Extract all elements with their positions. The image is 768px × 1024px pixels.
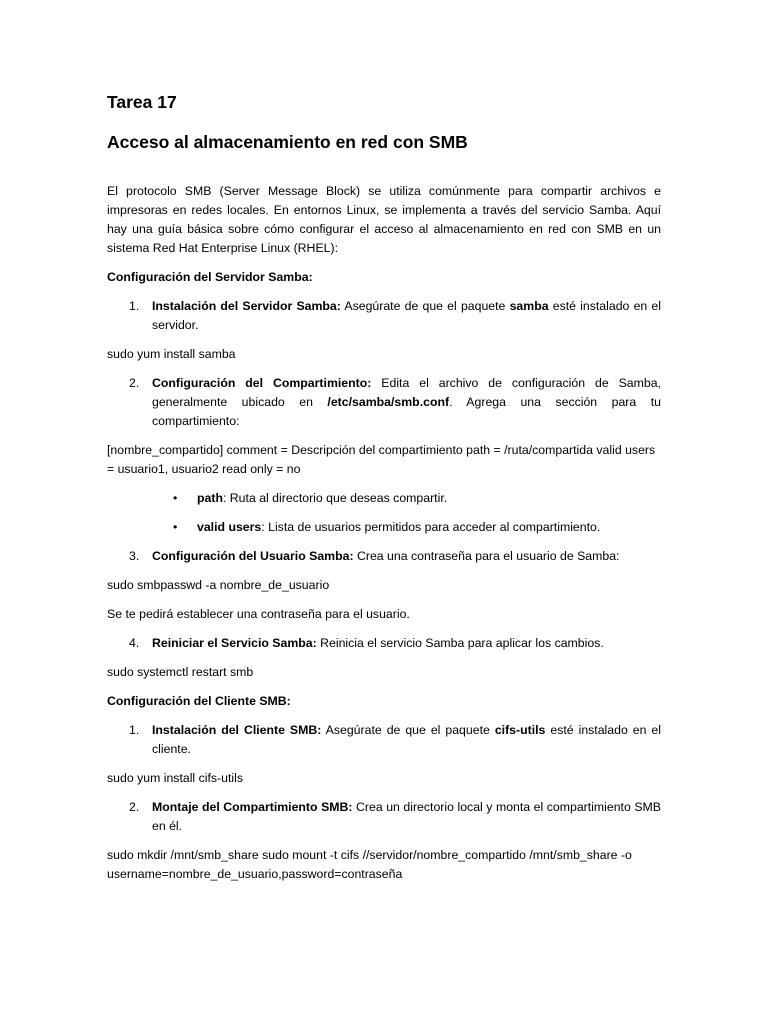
document-page — [107, 90, 661, 894]
command-smbpasswd: sudo smbpasswd -a nombre_de_usuario — [107, 578, 330, 592]
server-step-3 — [129, 547, 661, 566]
step-title: Reiniciar el Servicio Samba: — [152, 636, 317, 650]
step-body — [152, 297, 661, 335]
step-text: Asegúrate de que el paquete — [321, 723, 495, 737]
package-name: samba — [509, 299, 549, 313]
step-body — [152, 721, 661, 759]
step-text: . Agrega una sección para tu compartimiento: — [152, 395, 661, 428]
config-path: /etc/samba/smb.conf — [327, 395, 450, 409]
step-title: Instalación del Cliente SMB: — [152, 723, 322, 737]
step-number: 3. — [129, 549, 140, 563]
step-body — [152, 547, 661, 566]
step-number: 2. — [129, 800, 140, 814]
command-restart-smb: sudo systemctl restart smb — [107, 665, 254, 679]
bullet-icon: • — [173, 520, 178, 534]
client-section-heading: Configuración del Cliente SMB: — [107, 694, 291, 708]
step-body — [152, 798, 661, 836]
step-text: esté instalado en el servidor. — [152, 299, 662, 332]
step-body — [152, 374, 661, 431]
step-number: 4. — [129, 636, 140, 650]
intro-paragraph: El protocolo SMB (Server Message Block) se utiliza comúnmente para compartir archivos e impresoras en redes locales. En entornos Linux, se implementa a través del servicio Samba. Aquí hay una guía básica sobre cómo configurar el acceso al almacenamiento en red con SMB en un sistema Red Hat Enterprise Linux (RHEL): — [107, 184, 661, 255]
server-step-2 — [129, 374, 661, 431]
bullet-item-valid-users — [173, 518, 661, 537]
server-step-4 — [129, 634, 661, 653]
step-number: 2. — [129, 376, 140, 390]
step-text: Asegúrate de que el paquete — [340, 299, 510, 313]
package-name: cifs-utils — [494, 723, 546, 737]
step-text: Crea una contraseña para el usuario de Samba: — [353, 549, 620, 563]
step-text: Edita el archivo de configuración de Samba, generalmente ubicado en — [152, 376, 661, 409]
bullet-icon: • — [173, 491, 178, 505]
step-text: Reinicia el servicio Samba para aplicar los cambios. — [316, 636, 604, 650]
document-subtitle: Acceso al almacenamiento en red con SMB — [107, 132, 468, 152]
step-body — [152, 634, 661, 653]
client-step-1 — [129, 721, 661, 759]
password-note: Se te pedirá establecer una contraseña para el usuario. — [107, 607, 410, 621]
bullet-body — [197, 489, 447, 508]
step-title: Instalación del Servidor Samba: — [152, 299, 341, 313]
bullet-text: : Lista de usuarios permitidos para acceder al compartimiento. — [261, 520, 601, 534]
bullet-term: path — [197, 491, 223, 505]
step-text: esté instalado en el cliente. — [152, 723, 662, 756]
document-title: Tarea 17 — [107, 92, 177, 112]
bullet-item-path — [173, 489, 661, 508]
step-text: Crea un directorio local y monta el compartimiento SMB en él. — [152, 800, 661, 833]
command-install-cifs-utils: sudo yum install cifs-utils — [107, 771, 243, 785]
bullet-text: : Ruta al directorio que deseas compartir. — [222, 491, 448, 505]
server-section-heading: Configuración del Servidor Samba: — [107, 270, 313, 284]
client-step-2 — [129, 798, 661, 836]
command-install-samba: sudo yum install samba — [107, 347, 236, 361]
step-title: Configuración del Usuario Samba: — [152, 549, 354, 563]
bullet-term: valid users — [197, 520, 262, 534]
bullet-body — [197, 518, 600, 537]
step-title: Montaje del Compartimiento SMB: — [152, 800, 353, 814]
step-number: 1. — [129, 299, 140, 313]
config-snippet: [nombre_compartido] comment = Descripción del compartimiento path = /ruta/compartida valid users = usuario1, usuario2 read only = no — [107, 443, 656, 476]
server-step-1 — [129, 297, 661, 335]
step-number: 1. — [129, 723, 140, 737]
step-title: Configuración del Compartimiento: — [152, 376, 372, 390]
command-mount-share: sudo mkdir /mnt/smb_share sudo mount -t cifs //servidor/nombre_compartido /mnt/smb_share -o username=nombre_de_usuario,password=contraseña — [107, 848, 632, 881]
